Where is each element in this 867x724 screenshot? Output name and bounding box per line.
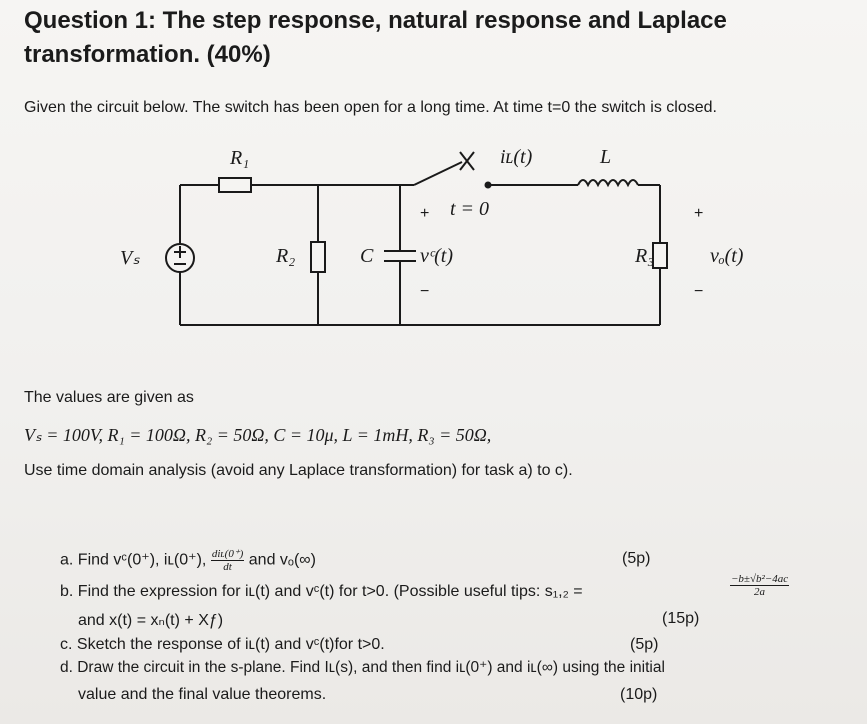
quadratic-numerator: −b±√b²−4ac [731, 573, 789, 585]
task-b-line2: and x(t) = xₙ(t) + Xƒ) [78, 612, 224, 629]
label-vo: vₒ(t) [710, 245, 744, 267]
task-a-points: (5p) [622, 550, 651, 567]
circuit-diagram [0, 130, 867, 340]
label-vc: vᶜ(t) [420, 245, 454, 267]
task-c-line: c. Sketch the response of iʟ(t) and vᶜ(t)for t>0. [60, 636, 385, 653]
task-b-points: (15p) [662, 610, 700, 627]
label-l: L [600, 146, 612, 168]
task-c-points: (5p) [630, 636, 659, 653]
label-c: C [360, 245, 374, 267]
label-il: iʟ(t) [500, 146, 533, 168]
label-r2: R₂ [276, 245, 296, 267]
values-line: Vₛ = 100V, R₁ = 100Ω, R₂ = 50Ω, C = 10μ, L = 1mH, R₃ = 50Ω, [24, 425, 492, 445]
task-a-derivative-denominator: dt [223, 561, 232, 573]
task-b-line1: b. Find the expression for iʟ(t) and vᶜ(t) for t>0. (Possible useful tips: s₁,₂ = [60, 583, 583, 600]
question-title-line2: transformation. (40%) [24, 41, 271, 68]
task-a [60, 548, 316, 573]
question-title-line1: Question 1: The step response, natural response and Laplace [24, 7, 727, 34]
quadratic-denominator: 2a [754, 586, 766, 598]
switch-contact-dot [485, 182, 492, 189]
vc-plus-sign: + [420, 205, 430, 222]
quadratic-formula [730, 573, 789, 598]
label-r3: R₃ [635, 245, 655, 267]
intro-text: Given the circuit below. The switch has been open for a long time. At time t=0 the switch is closed. [24, 99, 717, 116]
task-d-line1: d. Draw the circuit in the s-plane. Find Iʟ(s), and then find iʟ(0⁺) and iʟ(∞) using the initial [60, 659, 665, 676]
voltage-source-icon [166, 244, 194, 272]
instruction-text: Use time domain analysis (avoid any Laplace transformation) for task a) to c). [24, 462, 573, 479]
task-d-line2: value and the final value theorems. [78, 686, 327, 703]
task-a-derivative-numerator: diʟ(0⁺) [211, 548, 244, 560]
label-r1: R₁ [230, 147, 250, 169]
vo-minus-sign: − [694, 283, 704, 300]
r1-resistor [219, 178, 251, 192]
label-switch-time: t = 0 [450, 198, 490, 220]
task-a-text: a. Find vᶜ(0⁺), iʟ(0⁺), [60, 551, 207, 569]
vc-minus-sign: − [420, 283, 430, 300]
values-heading: The values are given as [24, 389, 194, 406]
task-d-points: (10p) [620, 686, 658, 703]
task-a-text-end: and vₒ(∞) [248, 551, 317, 569]
r2-resistor [311, 242, 325, 272]
label-vs: Vₛ [120, 247, 140, 269]
task-a-derivative [211, 548, 244, 573]
r3-resistor [653, 243, 667, 268]
vo-plus-sign: + [694, 205, 704, 222]
